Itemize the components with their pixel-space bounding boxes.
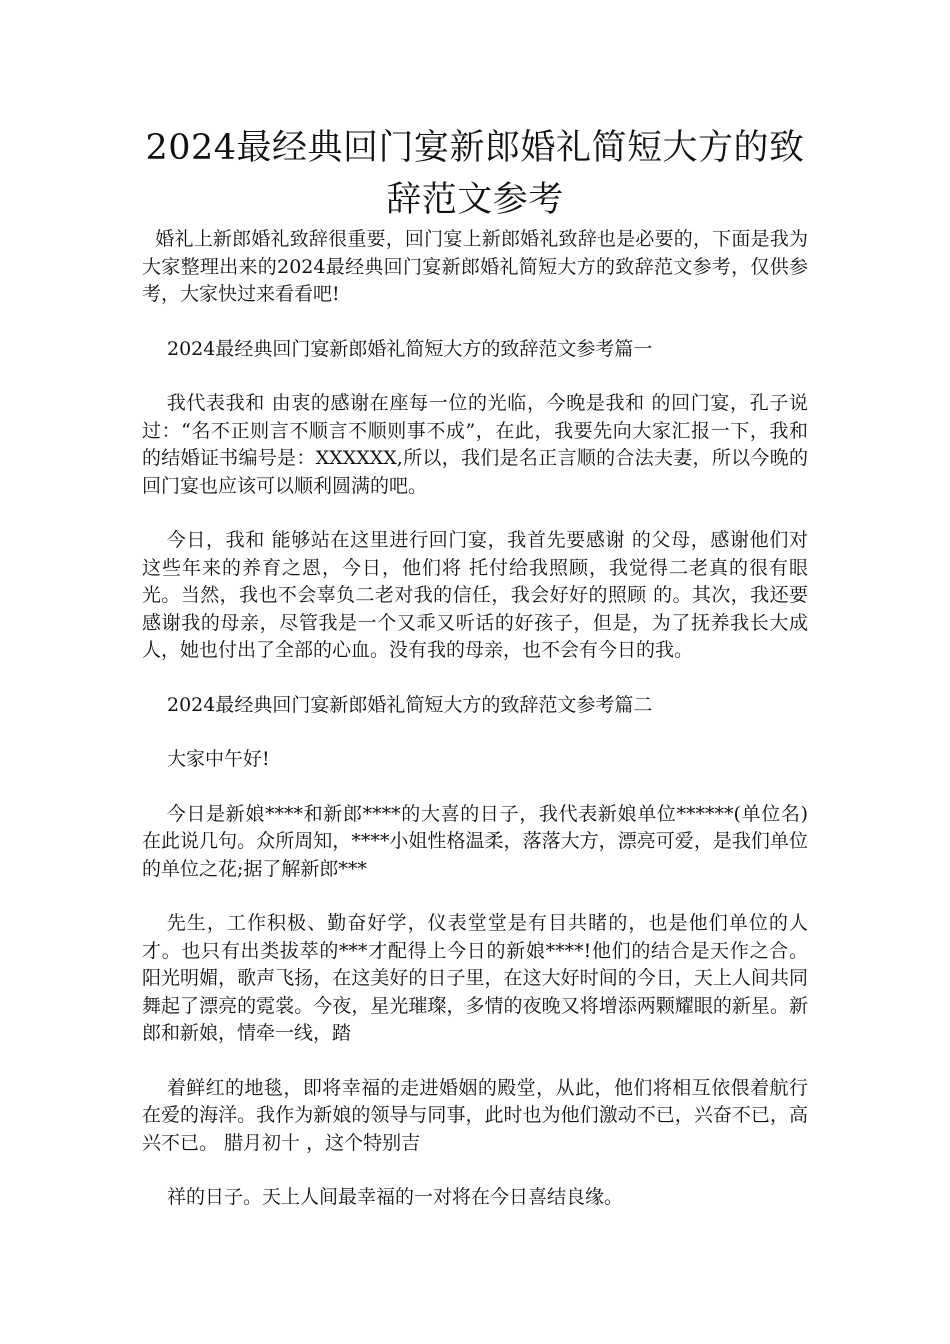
section-1-heading: 2024最经典回门宴新郎婚礼简短大方的致辞范文参考篇一 <box>167 337 653 360</box>
section-2-paragraph-3: 着鲜红的地毯，即将幸福的走进婚姻的殿堂，从此，他们将相互依偎着航行在爱的海洋。我作为新娘的领导与同事，此时也为他们激动不已，兴奋不已，高兴不已。 腊月初十 ，这个特别吉 <box>142 1076 808 1154</box>
title-line-1: 2024最经典回门宴新郎婚礼简短大方的致 <box>145 128 805 168</box>
title-line-2: 辞范文参考 <box>386 180 564 220</box>
intro-paragraph: 婚礼上新郎婚礼致辞很重要，回门宴上新郎婚礼致辞也是必要的，下面是我为大家整理出来的2024最经典回门宴新郎婚礼简短大方的致辞范文参考，仅供参考，大家快过来看看吧! <box>142 228 808 305</box>
section-2-greeting: 大家中午好! <box>167 748 270 770</box>
document-title <box>142 122 808 226</box>
section-1-paragraph-1: 我代表我和 由衷的感谢在座每一位的光临，今晚是我和 的回门宴，孔子说过：“名不正则言不顺言不顺则事不成”，在此，我要先向大家汇报一下，我和 的结婚证书编号是：XXXXXX,所以，我们是名正言顺的合法夫妻，所以今晚的回门宴也应该可以顺利圆满的吧。 <box>142 392 808 497</box>
section-2-paragraph-1: 今日是新娘****和新郎****的大喜的日子，我代表新娘单位******(单位名)在此说几句。众所周知，****小姐性格温柔，落落大方，漂亮可爱，是我们单位的单位之花;据了解新郎*** <box>142 802 808 880</box>
section-2-paragraph-4: 祥的日子。天上人间最幸福的一对将在今日喜结良缘。 <box>167 1186 624 1208</box>
section-1-paragraph-2: 今日，我和 能够站在这里进行回门宴，我首先要感谢 的父母，感谢他们对 这些年来的养育之恩，今日，他们将 托付给我照顾，我觉得二老真的很有眼光。当然，我也不会辜负二老对我的信任，我会好好的照顾 的。其次，我还要感谢我的母亲，尽管我是一个又乖又听话的好孩子，但是，为了抚养我长大成人，她也付出了全部的心血。没有我的母亲，也不会有今日的我。 <box>142 529 808 661</box>
document-page <box>142 122 808 1212</box>
section-2-heading: 2024最经典回门宴新郎婚礼简短大方的致辞范文参考篇二 <box>167 693 653 716</box>
section-2-paragraph-2: 先生，工作积极、勤奋好学，仪表堂堂是有目共睹的，也是他们单位的人才。也只有出类拔萃的***才配得上今日的新娘****!他们的结合是天作之合。 阳光明媚，歌声飞扬，在这美好的日子里，在这大好时间的今日，天上人间共同舞起了漂亮的霓裳。今夜，星光璀璨，多情的夜晚又将增添两颗耀眼的新星。新郎和新娘，情牵一线，踏 <box>142 912 808 1044</box>
